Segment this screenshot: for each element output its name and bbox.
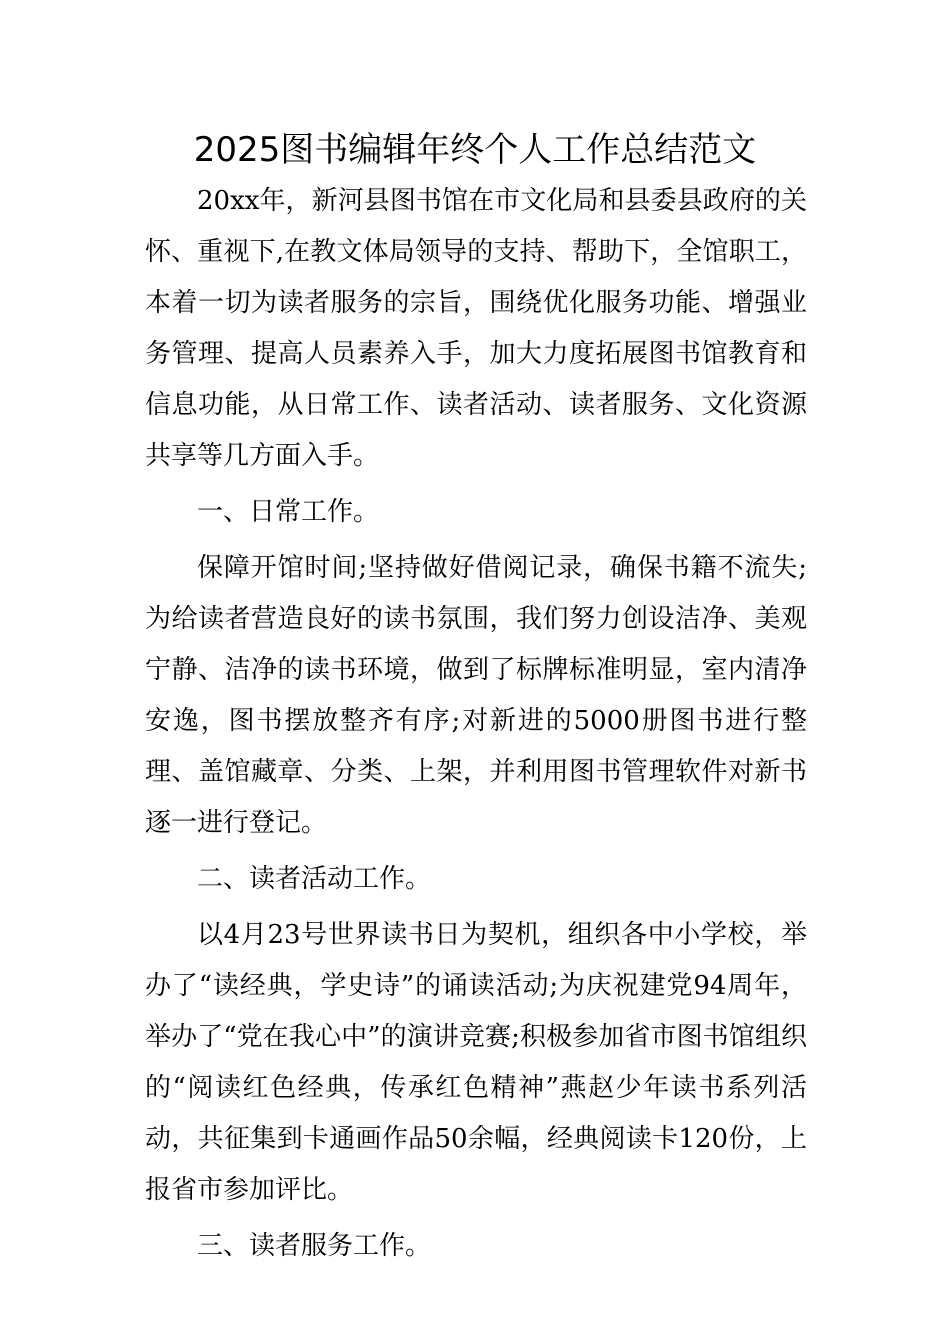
daily-work-paragraph: 保障开馆时间;坚持做好借阅记录，确保书籍不流失;为给读者营造良好的读书氛围，我们努力创设洁净、美观宁静、洁净的读书环境，做到了标牌标准明显，室内清净安逸，图书摆放整齐有序;对新进的5000册图书进行整理、盖馆藏章、分类、上架，并利用图书管理软件对新书逐一进行登记。 <box>145 553 807 838</box>
reader-activities-paragraph: 以4月23号世界读书日为契机，组织各中小学校，举办了“读经典，学史诗”的诵读活动;为庆祝建党94周年，举办了“党在我心中”的演讲竞赛;积极参加省市图书馆组织的“阅读红色经典，传承红色精神”燕赵少年读书系列活动，共征集到卡通画作品50余幅，经典阅读卡120份，上报省市参加评比。 <box>145 920 807 1205</box>
section-heading-reader-activities: 二、读者活动工作。 <box>197 864 432 894</box>
intro-paragraph: 20xx年，新河县图书馆在市文化局和县委县政府的关怀、重视下,在教文体局领导的支持、帮助下，全馆职工，本着一切为读者服务的宗旨，围绕优化服务功能、增强业务管理、提高人员素养入手，加大力度拓展图书馆教育和信息功能，从日常工作、读者活动、读者服务、文化资源共享等几方面入手。 <box>145 186 807 471</box>
section-heading-daily-work: 一、日常工作。 <box>197 497 380 527</box>
section-heading-reader-services: 三、读者服务工作。 <box>197 1231 432 1261</box>
document-body <box>145 176 807 1277</box>
page-title: 2025图书编辑年终个人工作总结范文 <box>193 130 757 170</box>
